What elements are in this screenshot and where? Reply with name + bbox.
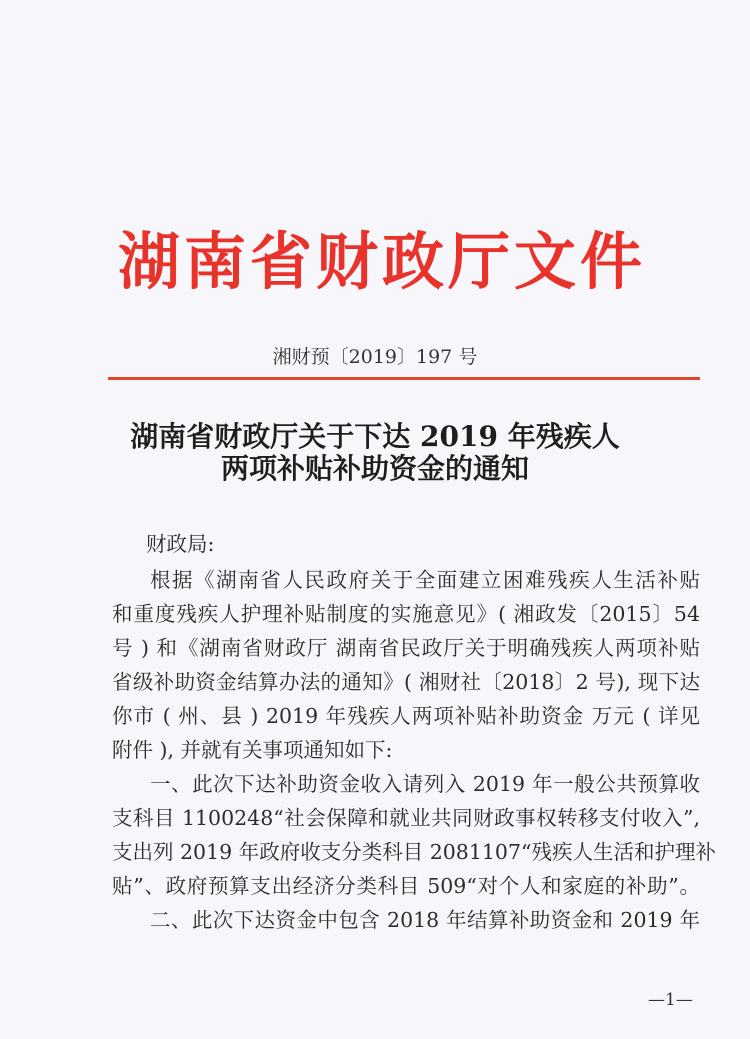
document-title-line-1: 湖南省财政厅关于下达 2019 年残疾人 [130, 420, 620, 453]
body-line: 根据《湖南省人民政府关于全面建立困难残疾人生活补贴 [150, 568, 700, 592]
issuer-banner: 湖南省财政厅文件 [118, 225, 647, 298]
document-number: 湘财预〔2019〕197 号 [272, 346, 478, 368]
body-line: 一、此次下达补助资金收入请列入 2019 年一般公共预算收 [150, 772, 700, 796]
document-title-line-2: 两项补贴补助资金的通知 [220, 452, 529, 485]
body-line: 贴”、政府预算支出经济分类科目 509“对个人和家庭的补助”。 [112, 874, 700, 898]
body-line: 支科目 1100248“社会保障和就业共同财政事权转移支付收入”, [112, 806, 700, 830]
salutation: 财政局: [146, 532, 215, 556]
body-line: 二、此次下达资金中包含 2018 年结算补助资金和 2019 年 [150, 908, 700, 932]
body-line: 附件 ), 并就有关事项通知如下: [112, 738, 393, 762]
body-line: 和重度残疾人护理补贴制度的实施意见》( 湘政发〔2015〕54 [112, 602, 700, 626]
page-number: —1— [648, 990, 693, 1010]
body-line: 省级补助资金结算办法的通知》( 湘财社〔2018〕2 号), 现下达 [112, 670, 700, 694]
body-line: 支出列 2019 年政府收支分类科目 2081107“残疾人生活和护理补 [112, 840, 716, 864]
body-line: 号 ) 和《湖南省财政厅 湖南省民政厅关于明确残疾人两项补贴 [112, 636, 700, 660]
red-divider-line [108, 377, 700, 380]
body-line: 你市 ( 州、县 ) 2019 年残疾人两项补贴补助资金 万元 ( 详见 [112, 704, 700, 728]
